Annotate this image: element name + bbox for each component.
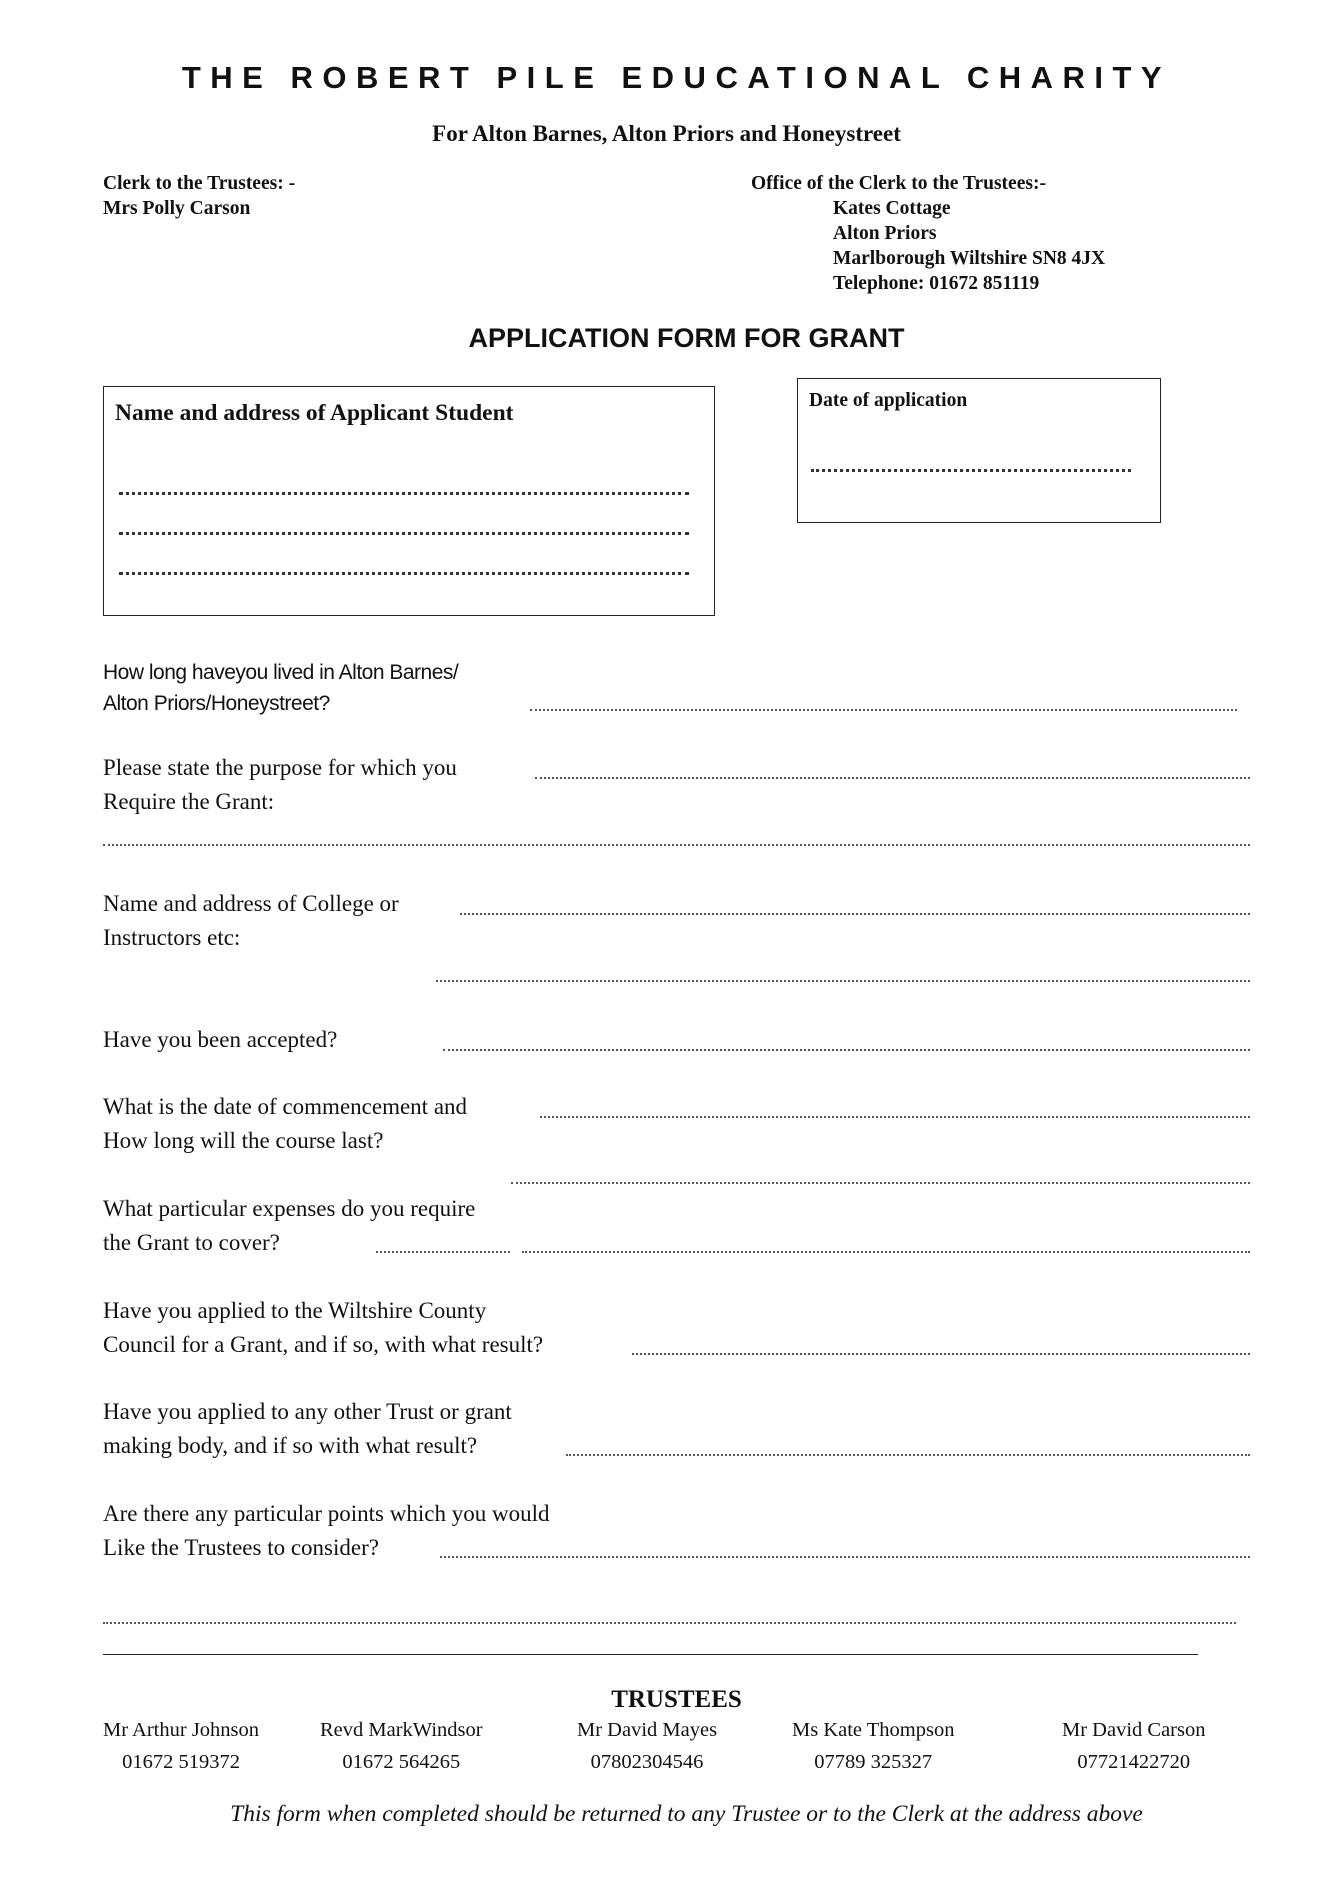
- trustee-3: [577, 1714, 717, 1778]
- answer-accepted[interactable]: [443, 1049, 1250, 1051]
- trustee-name: Ms Kate Thompson: [792, 1719, 955, 1741]
- office-address-line: Marlborough Wiltshire SN8 4JX: [833, 248, 1106, 269]
- date-box: [797, 378, 1161, 523]
- trustee-phone: 07789 325327: [814, 1751, 933, 1773]
- applicant-line-3[interactable]: [119, 572, 689, 575]
- question-other-trust: [103, 1395, 512, 1463]
- trustee-phone: 01672 519372: [122, 1751, 240, 1773]
- trustee-name: Revd MarkWindsor: [320, 1719, 483, 1741]
- question-text: Instructors etc:: [103, 925, 241, 950]
- question-council: [103, 1294, 543, 1362]
- office-label: Office of the Clerk to the Trustees:-: [751, 173, 1046, 194]
- trustee-name: Mr David Mayes: [577, 1719, 718, 1741]
- question-text: Like the Trustees to consider?: [103, 1535, 379, 1560]
- trustees-heading: TRUSTEES: [611, 1686, 742, 1713]
- answer-points-2[interactable]: [103, 1622, 1236, 1624]
- applicant-line-1[interactable]: [119, 492, 689, 495]
- question-text: What particular expenses do you require: [103, 1196, 476, 1221]
- office-address-line: Kates Cottage: [833, 198, 951, 219]
- trustee-phone: 07802304546: [590, 1751, 704, 1773]
- trustee-2: [320, 1714, 483, 1778]
- answer-lived[interactable]: [530, 709, 1237, 711]
- question-text: Are there any particular points which you would: [103, 1501, 550, 1526]
- answer-council[interactable]: [632, 1353, 1250, 1355]
- question-text: Have you applied to any other Trust or grant: [103, 1399, 512, 1424]
- divider: [103, 1654, 1198, 1655]
- question-text: What is the date of commencement and: [103, 1094, 468, 1119]
- answer-other-trust[interactable]: [566, 1454, 1250, 1456]
- answer-purpose-2[interactable]: [103, 844, 1250, 846]
- trustee-5: [1062, 1714, 1205, 1778]
- question-text: Require the Grant:: [103, 789, 275, 814]
- answer-expenses-2[interactable]: [522, 1251, 1250, 1253]
- clerk-name: Mrs Polly Carson: [103, 198, 251, 219]
- question-text: Have you been accepted?: [103, 1027, 338, 1052]
- question-commencement: [103, 1090, 467, 1158]
- question-text: Name and address of College or: [103, 891, 399, 916]
- question-text: Alton Priors/Honeystreet?: [103, 692, 330, 715]
- answer-commencement-2[interactable]: [511, 1182, 1250, 1184]
- clerk-label: Clerk to the Trustees: -: [103, 173, 296, 194]
- office-address-line: Alton Priors: [833, 223, 937, 244]
- date-box-heading: Date of application: [809, 390, 968, 411]
- question-text: the Grant to cover?: [103, 1230, 280, 1255]
- footer-note: This form when completed should be returned to any Trustee or to the Clerk at the address above: [230, 1801, 1143, 1827]
- question-purpose: [103, 751, 457, 819]
- trustee-name: Mr Arthur Johnson: [103, 1719, 260, 1741]
- clerk-block: [103, 171, 295, 221]
- answer-college-1[interactable]: [460, 913, 1250, 915]
- question-text: How long will the course last?: [103, 1128, 384, 1153]
- answer-college-2[interactable]: [436, 980, 1250, 982]
- trustee-4: [792, 1714, 954, 1778]
- trustee-phone: 01672 564265: [342, 1751, 461, 1773]
- trustee-1: [103, 1714, 259, 1778]
- question-text: Please state the purpose for which you: [103, 755, 457, 780]
- date-line[interactable]: [811, 469, 1131, 472]
- question-text: Council for a Grant, and if so, with what result?: [103, 1332, 544, 1357]
- question-text: Have you applied to the Wiltshire County: [103, 1298, 487, 1323]
- organization-title: THE ROBERT PILE EDUCATIONAL CHARITY: [181, 60, 1172, 95]
- office-address: [751, 196, 1105, 296]
- office-phone: Telephone: 01672 851119: [833, 273, 1040, 294]
- trustee-phone: 07721422720: [1077, 1751, 1191, 1773]
- applicant-line-2[interactable]: [119, 532, 689, 535]
- question-expenses: [103, 1192, 475, 1260]
- form-title: APPLICATION FORM FOR GRANT: [468, 323, 905, 353]
- trustee-name: Mr David Carson: [1062, 1719, 1206, 1741]
- question-accepted: [103, 1023, 337, 1057]
- question-lived: [103, 657, 458, 719]
- question-college: [103, 887, 399, 955]
- question-text: How long haveyou lived in Alton Barnes/: [103, 661, 459, 684]
- office-block: [751, 171, 1105, 296]
- applicant-box-heading: Name and address of Applicant Student: [115, 400, 514, 426]
- answer-points-1[interactable]: [440, 1556, 1250, 1558]
- question-points: [103, 1497, 549, 1565]
- question-text: making body, and if so with what result?: [103, 1433, 478, 1458]
- organization-subtitle: For Alton Barnes, Alton Priors and Honeystreet: [432, 121, 901, 146]
- applicant-box: [103, 386, 715, 616]
- answer-purpose-1[interactable]: [535, 777, 1250, 779]
- answer-commencement-1[interactable]: [540, 1116, 1250, 1118]
- answer-expenses-1[interactable]: [376, 1251, 510, 1253]
